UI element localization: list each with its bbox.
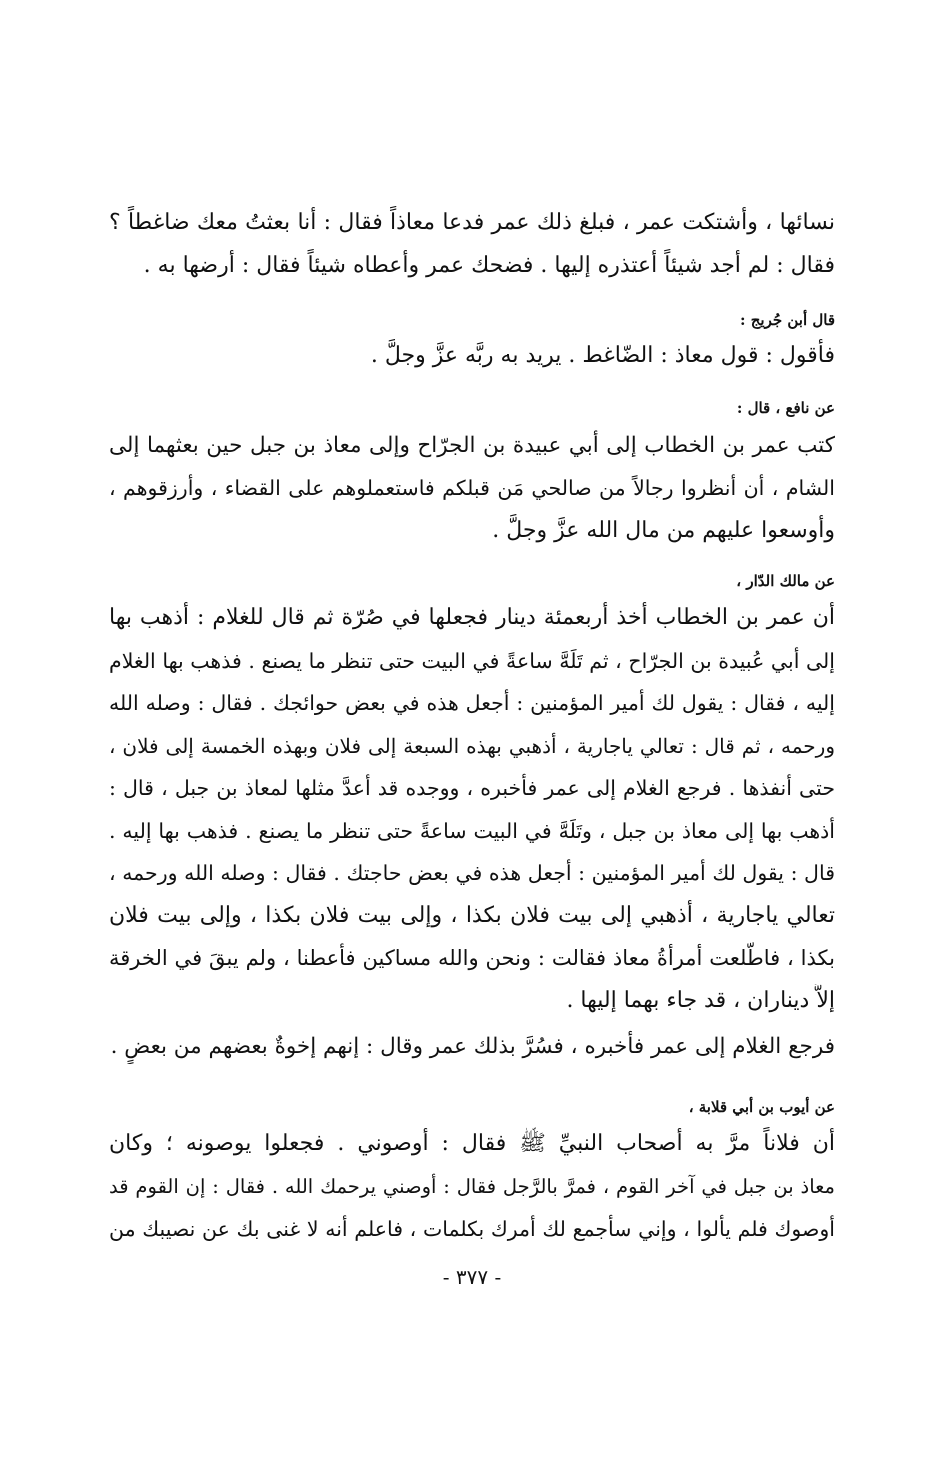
section-heading: عن مالك الدّار ، <box>736 572 835 590</box>
text-line: قال : يقول لك أمير المؤمنين : أجعل هذه في بعض حاجتك . فقال : وصله الله ورحمه ، <box>109 861 835 885</box>
text-line: فقال : لم أجد شيئاً أعتذره إليها . فضحك عمر وأعطاه شيئاً فقال : أرضها به . <box>143 253 835 278</box>
text-line: فرجع الغلام إلى عمر فأخبره ، فسُرَّ بذلك عمر وقال : إنهم إخوةٌ بعضهم من بعضٍ . <box>110 1034 835 1059</box>
text-line: ورحمه ، ثم قال : تعالي ياجارية ، أذهبي بهذه السبعة إلى فلان وبهذه الخمسة إلى فلان ، <box>109 734 835 758</box>
text-line: بكذا ، فاطّلعت أمرأةُ معاذ فقالت : ونحن والله مساكين فأعطنا ، ولم يبقَ في الخرقة <box>109 946 835 970</box>
text-line: حتى أنفذها . فرجع الغلام إلى عمر فأخبره ، ووجده قد أعدَّ مثلها لمعاذ بن جبل ، قال : <box>109 776 835 800</box>
text-line: الشام ، أن أنظروا رجالاً من صالحي مَن قبلكم فاستعملوهم على القضاء ، وأرزقوهم ، <box>109 476 835 500</box>
section-heading: قال أبن جُريج : <box>739 311 835 329</box>
text-line: كتب عمر بن الخطاب إلى أبي عبيدة بن الجرّاح وإلى معاذ بن جبل حين بعثهما إلى <box>109 433 835 458</box>
text-line: إلاَّ ديناران ، قد جاء بهما إليها . <box>566 988 835 1013</box>
text-line: أن فلاناً مرَّ به أصحاب النبيِّ ﷺ فقال : أوصوني . فجعلوا يوصونه ؛ وكان <box>109 1131 835 1156</box>
text-line: إلى أبي عُبيدة بن الجرّاح ، ثم تَلَهَّ ساعةً في البيت حتى تنظر ما يصنع . فذهب بها الغلام <box>109 649 835 673</box>
section-heading: عن نافع ، قال : <box>736 399 835 417</box>
text-line: تعالي ياجارية ، أذهبي إلى بيت فلان بكذا ، وإلى بيت فلان بكذا ، وإلى بيت فلان <box>109 903 835 928</box>
section-heading: عن أيوب بن أبي قلابة ، <box>688 1098 835 1116</box>
text-line: أوصوك فلم يألوا ، وإني سأجمع لك أمرك بكلمات ، فاعلم أنه لا غنى بك عن نصيبك من <box>109 1217 835 1241</box>
text-line: فأقول : قول معاذ : الضّاغط . يريد به ربَّه عزَّ وجلَّ . <box>370 343 835 368</box>
text-line: أن عمر بن الخطاب أخذ أربعمئة دينار فجعلها في صُرّة ثم قال للغلام : أذهب بها <box>109 605 835 630</box>
text-line: أذهب بها إلى معاذ بن جبل ، وتَلَهَّ في البيت ساعةً حتى تنظر ما يصنع . فذهب بها إليه . <box>109 819 835 843</box>
text-line: معاذ بن جبل في آخر القوم ، فمرَّ بالرَّجل فقال : أوصني يرحمك الله . فقال : إن القوم قد <box>109 1175 835 1198</box>
text-line: إليه ، فقال : يقول لك أمير المؤمنين : أجعل هذه في بعض حوائجك . فقال : وصله الله <box>109 691 835 715</box>
text-line: نسائها ، وأشتكت عمر ، فبلغ ذلك عمر فدعا معاذاً فقال : أنا بعثتُ معك ضاغطاً ؟ <box>109 210 835 235</box>
text-line: وأوسعوا عليهم من مال الله عزَّ وجلَّ . <box>492 518 835 543</box>
page-number: - ٣٧٧ - <box>442 1265 502 1289</box>
